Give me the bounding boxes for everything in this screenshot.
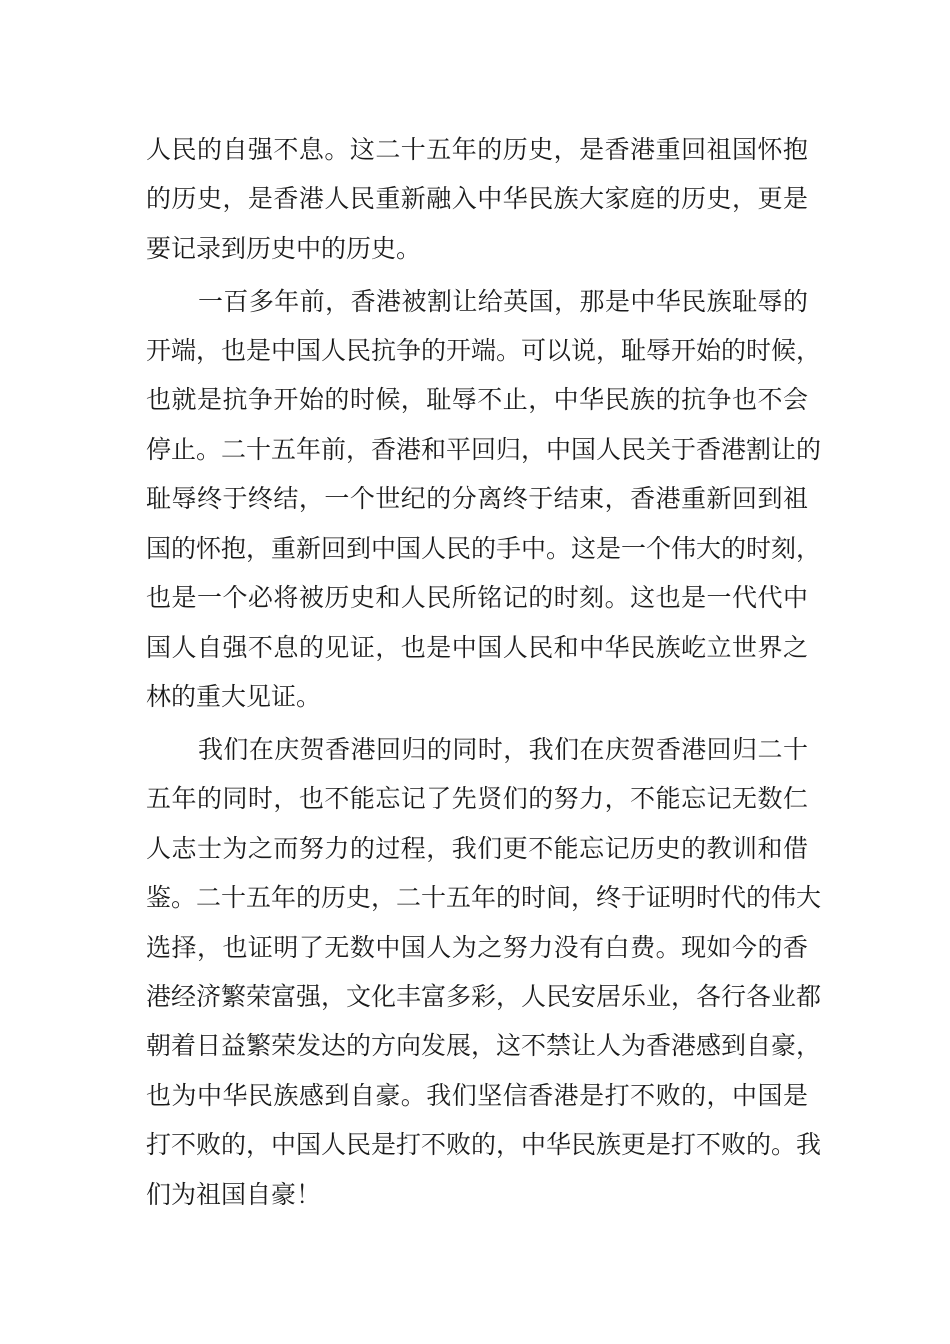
text-line: 选择，也证明了无数中国人为之努力没有白费。现如今的香 (146, 933, 808, 962)
text-line: 一百多年前，香港被割让给英国，那是中华民族耻辱的 (198, 287, 808, 316)
text-line: 五年的同时，也不能忘记了先贤们的努力，不能忘记无数仁 (146, 784, 808, 813)
text-line: 港经济繁荣富强，文化丰富多彩，人民安居乐业，各行各业都 (146, 982, 822, 1011)
text-line: 朝着日益繁荣发达的方向发展，这不禁让人为香港感到自豪， (146, 1031, 822, 1060)
text-line: 国的怀抱，重新回到中国人民的手中。这是一个伟大的时刻， (146, 534, 822, 563)
text-line: 鉴。二十五年的历史，二十五年的时间，终于证明时代的伟大 (146, 883, 822, 912)
text-line: 也为中华民族感到自豪。我们坚信香港是打不败的，中国是 (146, 1081, 808, 1110)
text-line: 要记录到历史中的历史。 (146, 234, 422, 263)
text-line: 林的重大见证。 (146, 682, 322, 711)
text-line: 也是一个必将被历史和人民所铭记的时刻。这也是一代代中 (146, 583, 808, 612)
text-line: 的历史，是香港人民重新融入中华民族大家庭的历史，更是 (146, 184, 808, 213)
text-line: 人民的自强不息。这二十五年的历史，是香港重回祖国怀抱 (146, 135, 808, 164)
text-line: 也就是抗争开始的时候，耻辱不止，中华民族的抗争也不会 (146, 385, 808, 414)
text-line: 打不败的，中国人民是打不败的，中华民族更是打不败的。我 (146, 1130, 822, 1159)
text-line: 人志士为之而努力的过程，我们更不能忘记历史的教训和借 (146, 834, 808, 863)
text-line: 我们在庆贺香港回归的同时，我们在庆贺香港回归二十 (198, 735, 808, 764)
text-line: 们为祖国自豪！ (146, 1180, 322, 1209)
text-line: 开端，也是中国人民抗争的开端。可以说，耻辱开始的时候， (146, 336, 822, 365)
text-line: 国人自强不息的见证，也是中国人民和中华民族屹立世界之 (146, 633, 808, 662)
text-line: 耻辱终于终结，一个世纪的分离终于结束，香港重新回到祖 (146, 484, 808, 513)
text-line: 停止。二十五年前，香港和平回归，中国人民关于香港割让的 (146, 435, 822, 464)
